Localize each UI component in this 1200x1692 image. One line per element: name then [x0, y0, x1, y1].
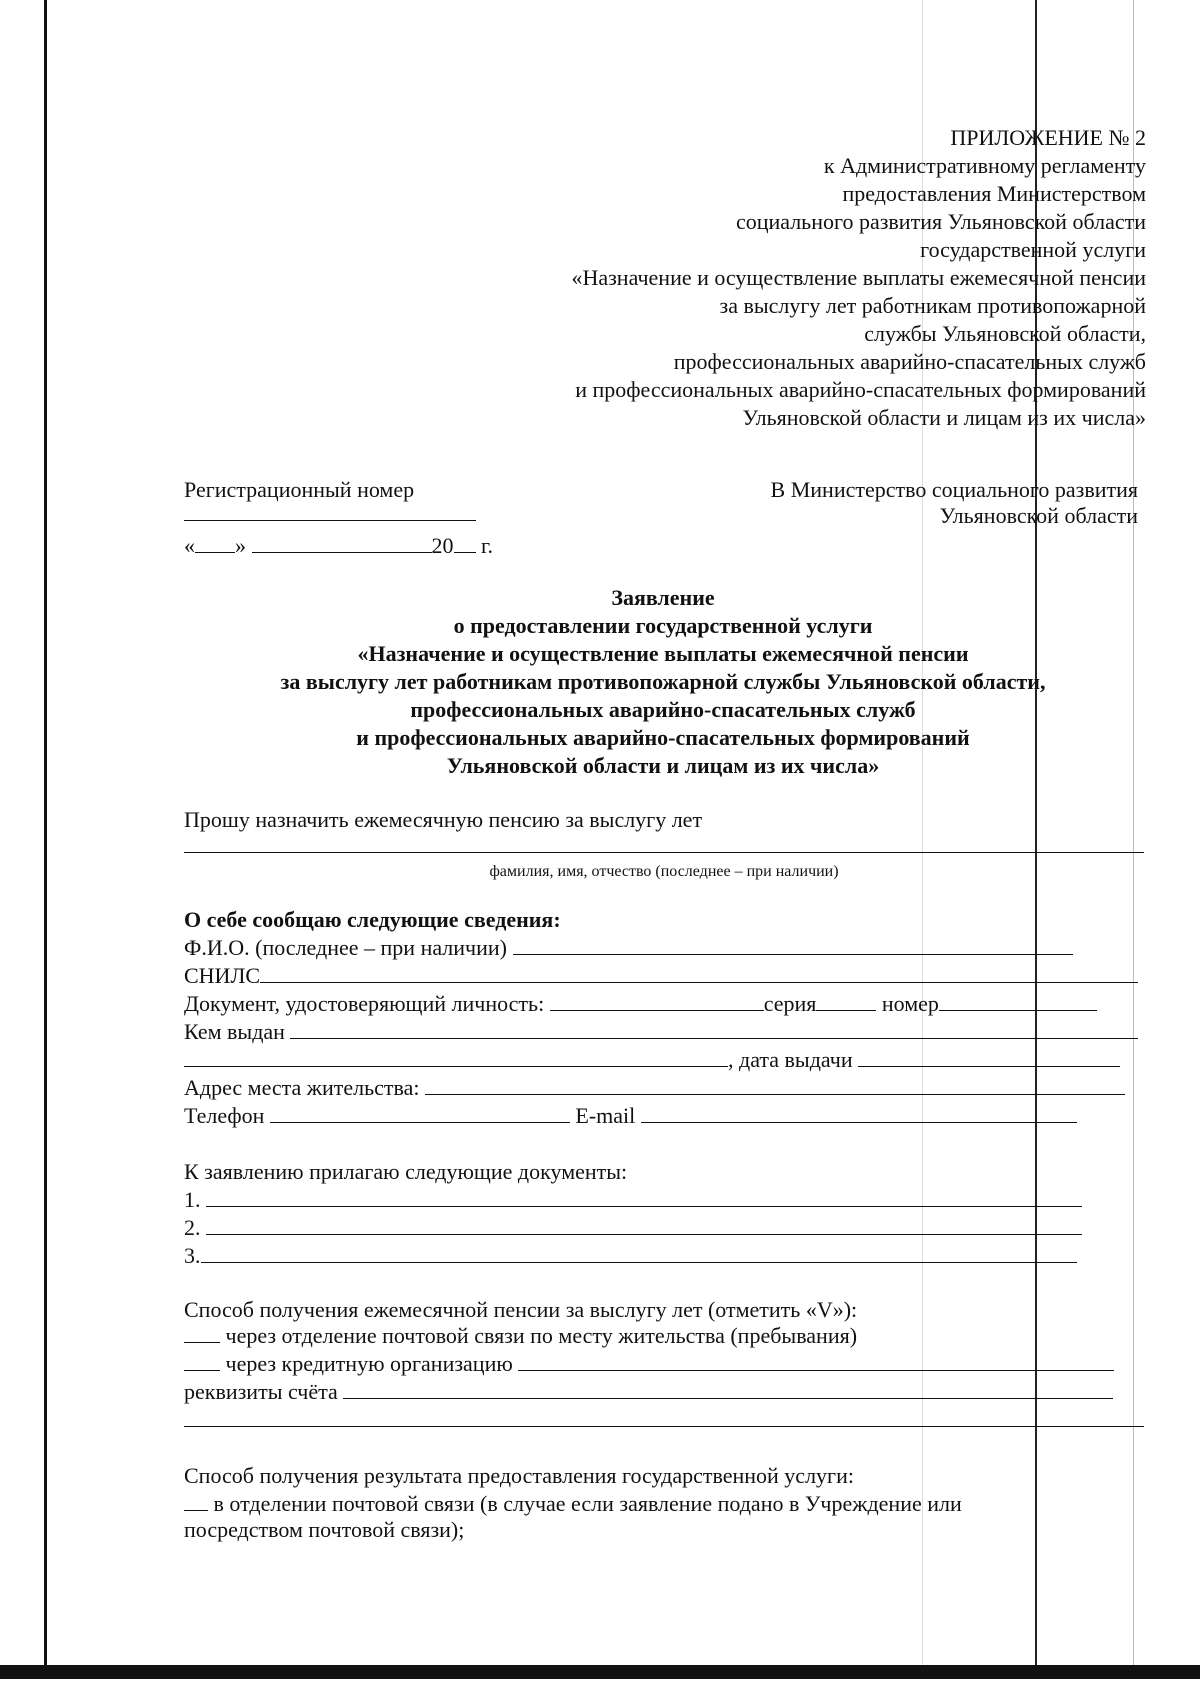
- title-line: Ульяновской области и лицам из их числа»: [446, 753, 880, 778]
- appendix-number: ПРИЛОЖЕНИЕ № 2: [950, 125, 1146, 150]
- payment-post-label: через отделение почтовой связи по месту жительства (пребывания): [225, 1323, 858, 1348]
- title-line: и профессиональных аварийно-спасательных формирований: [356, 725, 970, 750]
- payment-post-checkbox[interactable]: [184, 1322, 220, 1343]
- attachment-number: 1.: [184, 1187, 201, 1212]
- title-line: профессиональных аварийно-спасательных служб: [410, 697, 916, 722]
- title-line: Заявление: [611, 585, 715, 610]
- scan-left-edge: [44, 0, 47, 1665]
- fio-row: [184, 934, 1073, 962]
- registration-date: [184, 532, 493, 560]
- about-heading: О себе сообщаю следующие сведения:: [184, 907, 561, 932]
- date-open-quote: «: [184, 533, 195, 558]
- issue-date-row: [184, 1046, 1120, 1074]
- payment-option-bank: [184, 1350, 1114, 1378]
- email-field[interactable]: [641, 1102, 1077, 1123]
- year-prefix: 20: [431, 533, 454, 558]
- result-post-label-continued: посредством почтовой связи);: [184, 1517, 465, 1542]
- number-field[interactable]: [939, 990, 1097, 1011]
- account-field-continued[interactable]: [184, 1426, 1144, 1427]
- bank-name-field[interactable]: [518, 1350, 1114, 1371]
- series-field[interactable]: [816, 990, 876, 1011]
- attachment-number: 3.: [184, 1243, 201, 1268]
- payment-option-post: [184, 1322, 857, 1350]
- issued-by-field[interactable]: [290, 1018, 1138, 1039]
- snils-row: [184, 962, 1138, 990]
- issued-by-label: Кем выдан: [184, 1019, 285, 1044]
- document-row: [184, 990, 1097, 1018]
- issue-date-label: , дата выдачи: [728, 1047, 853, 1072]
- addressee-line: В Министерство социального развития: [770, 477, 1138, 502]
- issued-by-row: [184, 1018, 1138, 1046]
- attachments-heading: К заявлению прилагаю следующие документы:: [184, 1159, 628, 1184]
- day-field[interactable]: [195, 532, 235, 553]
- appendix-line: службы Ульяновской области,: [864, 321, 1146, 346]
- appendix-line: к Административному регламенту: [823, 153, 1146, 178]
- account-field[interactable]: [343, 1378, 1113, 1399]
- result-post-checkbox[interactable]: [184, 1490, 208, 1511]
- email-label: E-mail: [575, 1103, 636, 1128]
- issued-by-field-continued[interactable]: [184, 1046, 728, 1067]
- title-line: «Назначение и осуществление выплаты ежемесячной пенсии: [357, 641, 969, 666]
- year-field[interactable]: [454, 532, 476, 553]
- result-post-label: в отделении почтовой связи (в случае если заявление подано в Учреждение или: [213, 1491, 962, 1516]
- attachment-row: [184, 1186, 1082, 1214]
- year-suffix: г.: [481, 533, 494, 558]
- scan-bottom-edge: [0, 1665, 1200, 1679]
- attachment-field[interactable]: [201, 1242, 1077, 1263]
- title-line: о предоставлении государственной услуги: [453, 613, 873, 638]
- applicant-name-field[interactable]: [184, 852, 1144, 853]
- registration-number-field[interactable]: [184, 520, 476, 521]
- address-label: Адрес места жительства:: [184, 1075, 420, 1100]
- snils-label: СНИЛС: [184, 963, 261, 988]
- fio-field[interactable]: [513, 934, 1073, 955]
- addressee-line: Ульяновской области: [939, 503, 1138, 528]
- account-row: [184, 1378, 1113, 1406]
- registration-label: Регистрационный номер: [184, 477, 415, 502]
- issue-date-field[interactable]: [858, 1046, 1120, 1067]
- result-option-post: [184, 1490, 962, 1518]
- request-text: Прошу назначить ежемесячную пенсию за выслугу лет: [184, 807, 703, 832]
- appendix-line: за выслугу лет работникам противопожарной: [719, 293, 1146, 318]
- appendix-line: социального развития Ульяновской области: [735, 209, 1146, 234]
- result-heading: Способ получения результата предоставления государственной услуги:: [184, 1463, 854, 1488]
- address-row: [184, 1074, 1125, 1102]
- phone-label: Телефон: [184, 1103, 265, 1128]
- attachment-field[interactable]: [206, 1214, 1082, 1235]
- phone-field[interactable]: [270, 1102, 570, 1123]
- appendix-line: «Назначение и осуществление выплаты ежемесячной пенсии: [571, 265, 1146, 290]
- attachment-row: [184, 1242, 1077, 1270]
- attachment-number: 2.: [184, 1215, 201, 1240]
- series-label: серия: [763, 991, 817, 1016]
- account-label: реквизиты счёта: [184, 1379, 338, 1404]
- appendix-line: Ульяновской области и лицам из их числа»: [742, 405, 1146, 430]
- payment-bank-checkbox[interactable]: [184, 1350, 220, 1371]
- snils-field[interactable]: [260, 962, 1138, 983]
- appendix-line: профессиональных аварийно-спасательных служб: [673, 349, 1146, 374]
- payment-heading: Способ получения ежемесячной пенсии за выслугу лет (отметить «V»):: [184, 1297, 858, 1322]
- document-label: Документ, удостоверяющий личность:: [184, 991, 545, 1016]
- title-line: за выслугу лет работникам противопожарной службы Ульяновской области,: [280, 669, 1046, 694]
- date-close-quote: »: [235, 533, 246, 558]
- fio-label: Ф.И.О. (последнее – при наличии): [184, 935, 507, 960]
- name-field-caption: фамилия, имя, отчество (последнее – при наличии): [489, 863, 839, 880]
- number-label: номер: [881, 991, 939, 1016]
- contacts-row: [184, 1102, 1077, 1130]
- document-type-field[interactable]: [550, 990, 764, 1011]
- appendix-line: и профессиональных аварийно-спасательных формирований: [575, 377, 1146, 402]
- appendix-line: государственной услуги: [920, 237, 1146, 262]
- month-field[interactable]: [252, 532, 432, 553]
- appendix-line: предоставления Министерством: [842, 181, 1146, 206]
- address-field[interactable]: [425, 1074, 1125, 1095]
- attachment-field[interactable]: [206, 1186, 1082, 1207]
- attachment-row: [184, 1214, 1082, 1242]
- payment-bank-label: через кредитную организацию: [225, 1351, 513, 1376]
